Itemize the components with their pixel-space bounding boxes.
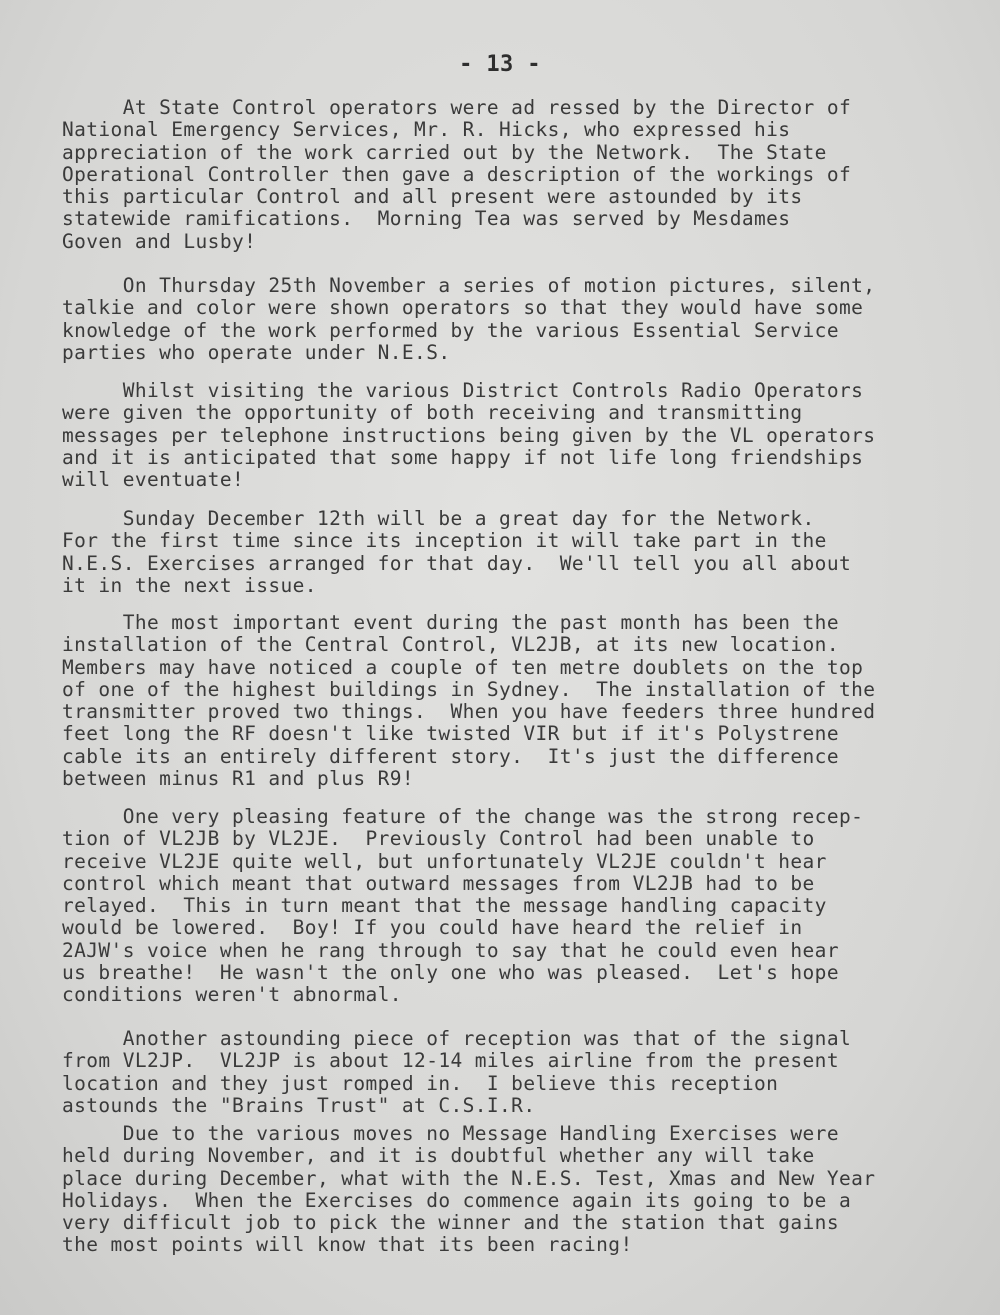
text-line: this particular Control and all present were astounded by its <box>62 185 803 209</box>
text-line: messages per telephone instructions being given by the VL operators <box>62 423 876 447</box>
text-line: us breathe! He wasn't the only one who was pleased. Let's hope <box>62 961 839 985</box>
text-line: On Thursday 25th November a series of motion pictures, silent, <box>62 274 876 297</box>
text-line: conditions weren't abnormal. <box>62 983 402 1007</box>
text-line: astounds the "Brains Trust" at C.S.I.R. <box>62 1093 536 1117</box>
text-line: talkie and color were shown operators so that they would have some <box>62 296 864 320</box>
text-line: very difficult job to pick the winner and the station that gains <box>62 1211 839 1235</box>
paragraph-message-handling <box>62 1123 875 1257</box>
text-line: 2AJW's voice when he rang through to say that he could even hear <box>62 938 839 962</box>
paragraph-state-control <box>62 97 851 253</box>
paragraph-reception-vl2jp <box>62 1028 851 1117</box>
paragraph-reception-vl2je <box>62 806 863 1007</box>
text-line: N.E.S. Exercises arranged for that day. We'll tell you all about <box>62 551 852 575</box>
text-line: Operational Controller then gave a description of the workings of <box>62 162 852 186</box>
text-line: transmitter proved two things. When you have feeders three hundred <box>62 700 876 724</box>
paragraph-district-controls <box>62 380 875 491</box>
text-line: tion of VL2JB by VL2JE. Previously Control had been unable to <box>62 827 815 851</box>
text-line: it in the next issue. <box>62 573 317 597</box>
text-line: For the first time since its inception it will take part in the <box>62 529 827 553</box>
text-line: cable its an entirely different story. It's just the difference <box>62 744 839 768</box>
text-line: and it is anticipated that some happy if not life long friendships <box>62 445 864 469</box>
text-line: At State Control operators were ad ressed by the Director of <box>62 96 852 119</box>
text-line: Sunday December 12th will be a great day for the Network. <box>62 507 815 530</box>
text-line: One very pleasing feature of the change was the strong recep- <box>62 805 864 828</box>
paragraph-motion-pictures <box>62 275 875 364</box>
text-line: appreciation of the work carried out by the Network. The State <box>62 140 827 164</box>
text-line: Holidays. When the Exercises do commence again its going to be a <box>62 1188 852 1212</box>
text-line: would be lowered. Boy! If you could have heard the relief in <box>62 916 803 940</box>
text-line: Whilst visiting the various District Controls Radio Operators <box>62 379 864 402</box>
text-line: parties who operate under N.E.S. <box>62 340 451 364</box>
text-line: installation of the Central Control, VL2JB, at its new location. <box>62 633 839 657</box>
paragraph-central-control <box>62 612 875 790</box>
text-line: statewide ramifications. Morning Tea was served by Mesdames <box>62 207 791 231</box>
text-line: relayed. This in turn meant that the message handling capacity <box>62 894 827 918</box>
text-line: control which meant that outward messages from VL2JB had to be <box>62 871 815 895</box>
text-line: feet long the RF doesn't like twisted VIR but if it's Polystrene <box>62 722 839 746</box>
text-line: will eventuate! <box>62 468 245 492</box>
paragraph-december-exercises <box>62 508 851 597</box>
text-line: Another astounding piece of reception was that of the signal <box>62 1027 852 1050</box>
text-line: between minus R1 and plus R9! <box>62 767 415 791</box>
text-line: National Emergency Services, Mr. R. Hicks, who expressed his <box>62 118 791 142</box>
text-line: Goven and Lusby! <box>62 229 257 253</box>
text-line: receive VL2JE quite well, but unfortunately VL2JE couldn't hear <box>62 849 827 873</box>
text-line: place during December, what with the N.E.S. Test, Xmas and New Year <box>62 1166 876 1190</box>
text-line: knowledge of the work performed by the various Essential Service <box>62 318 839 342</box>
text-line: the most points will know that its been racing! <box>62 1233 633 1257</box>
text-line: The most important event during the past month has been the <box>62 611 839 634</box>
text-line: Due to the various moves no Message Handling Exercises were <box>62 1122 839 1145</box>
text-line: location and they just romped in. I believe this reception <box>62 1071 779 1095</box>
text-line: held during November, and it is doubtful whether any will take <box>62 1144 815 1168</box>
text-line: were given the opportunity of both receiving and transmitting <box>62 401 803 425</box>
text-line: of one of the highest buildings in Sydney. The installation of the <box>62 677 876 701</box>
text-line: from VL2JP. VL2JP is about 12-14 miles airline from the present <box>62 1049 839 1073</box>
page-number: - 13 - <box>459 52 541 77</box>
text-line: Members may have noticed a couple of ten metre doublets on the top <box>62 655 864 679</box>
